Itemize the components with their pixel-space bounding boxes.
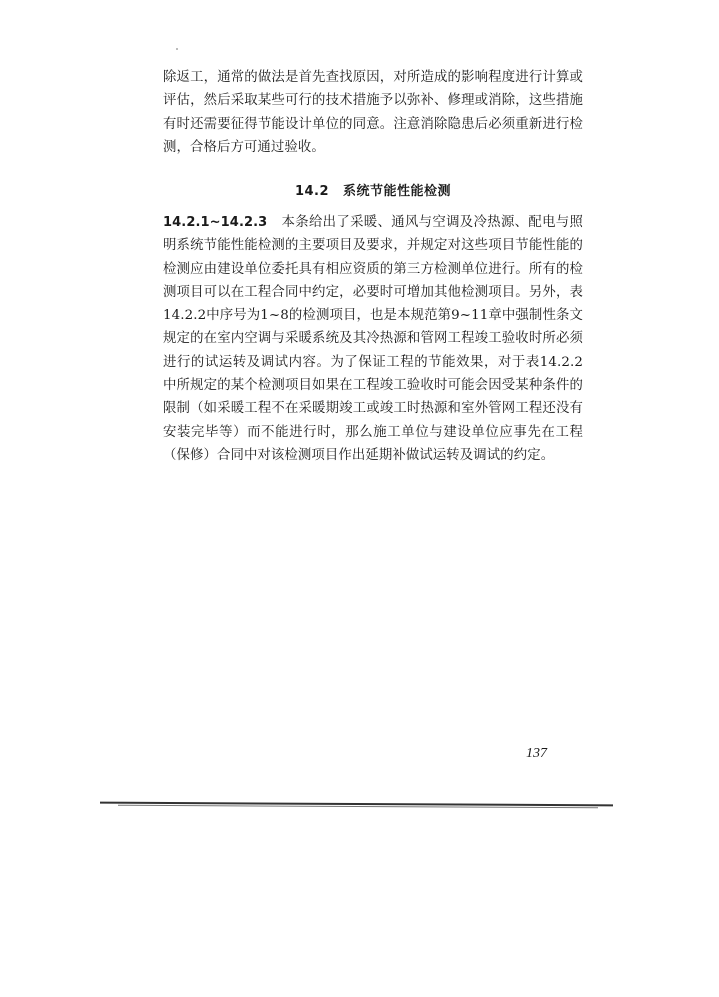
intro-text-block (163, 66, 583, 159)
clause-paragraph (163, 211, 583, 467)
clause-number: 14.2.1~14.2.3 (163, 215, 268, 230)
clause-body: 本条给出了采暖、通风与空调及冷热源、配电与照明系统节能性能检测的主要项目及要求，并规定对这些项目节能性能的检测应由建设单位委托具有相应资质的第三方检测单位进行。所有的检测项目可以在工程合同中约定，必要时可增加其他检测项目。另外，表14.2.2中序号为1~8的检测项目，也是本规范第9~11章中强制性条文规定的在室内空调与采暖系统及其冷热源和管网工程竣工验收时所必须进行的试运转及调试内容。为了保证工程的节能效果，对于表14.2.2中所规定的某个检测项目如果在工程竣工验收时可能会因受某种条件的限制（如采暖工程不在采暖期竣工或竣工时热源和室外管网工程还没有安装完毕等）而不能进行时，那么施工单位与建设单位应事先在工程（保修）合同中对该检测项目作出延期补做试运转及调试的约定。 (163, 215, 583, 463)
section-title: 系统节能性能检测 (343, 184, 452, 199)
section-number: 14.2 (294, 184, 330, 199)
section-heading (163, 180, 583, 199)
scan-speck (176, 48, 178, 50)
page-number: 137 (526, 746, 547, 761)
clause-text-block (163, 211, 583, 467)
intro-paragraph: 除返工，通常的做法是首先查找原因，对所造成的影响程度进行计算或评估，然后采取某些可行的技术措施予以弥补、修理或消除，这些措施有时还需要征得节能设计单位的同意。注意消除隐患后必须重新进行检测，合格后方可通过验收。 (163, 70, 583, 155)
